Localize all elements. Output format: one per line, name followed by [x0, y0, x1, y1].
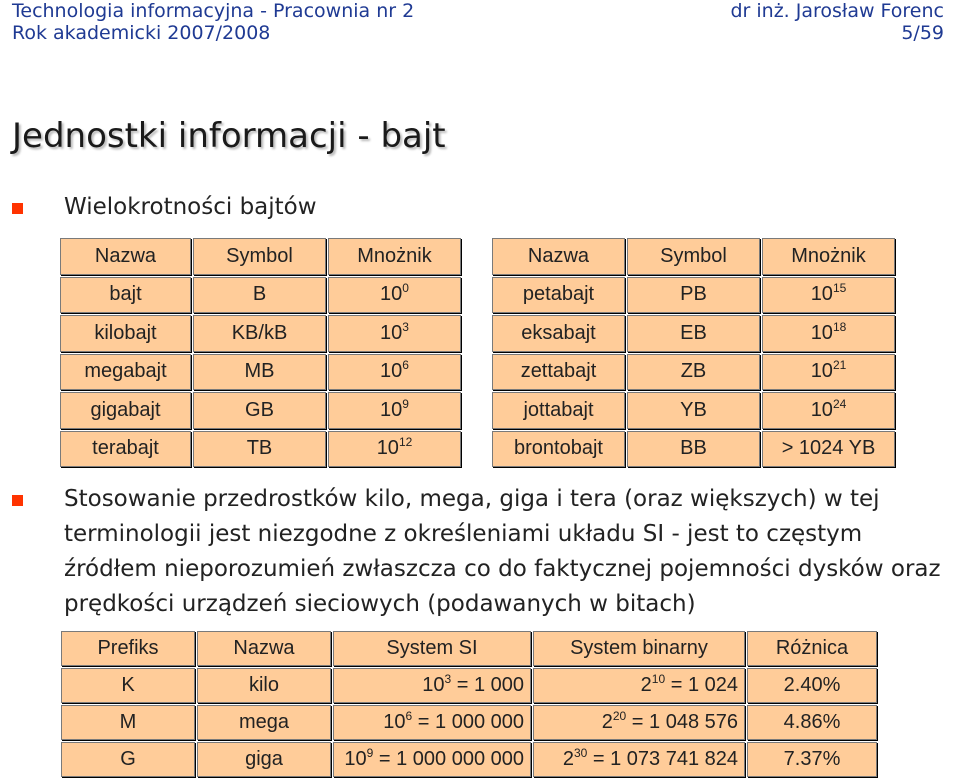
table-row: [61, 742, 877, 777]
unit-symbol: KB/kB: [193, 315, 326, 352]
header-cell: System binarny: [533, 631, 745, 666]
unit-name: gigabajt: [60, 392, 191, 429]
si-value: $10^9 = 1$ 000 000 000: [333, 742, 531, 777]
bullet-square-icon: [12, 203, 23, 214]
unit-multiplier: $10^0$: [328, 277, 461, 314]
table-header-row: [61, 631, 877, 666]
unit-multiplier: $10^{21}$: [762, 354, 895, 391]
slide-title: Jednostki informacji - bajt: [12, 116, 446, 156]
unit-name: terabajt: [60, 431, 191, 468]
unit-multiplier: $10^{15}$: [762, 277, 895, 314]
unit-symbol: GB: [193, 392, 326, 429]
table-row: [492, 431, 895, 468]
unit-symbol: PB: [627, 277, 760, 314]
unit-symbol: MB: [193, 354, 326, 391]
prefix-comparison-table: [59, 629, 879, 779]
table-row: [492, 392, 895, 429]
header-cell: Nazwa: [60, 238, 191, 275]
prefix-cell: K: [61, 668, 195, 703]
header-cell: Nazwa: [492, 238, 625, 275]
si-value: $10^6 = 1$ 000 000: [333, 705, 531, 740]
table-row: [60, 315, 461, 352]
unit-name: eksabajt: [492, 315, 625, 352]
unit-symbol: BB: [627, 431, 760, 468]
difference-value: 2.40%: [747, 668, 877, 703]
unit-symbol: ZB: [627, 354, 760, 391]
bullet-multiples: Wielokrotności bajtów: [64, 194, 317, 220]
header-cell: System SI: [333, 631, 531, 666]
header-cell: Prefiks: [61, 631, 195, 666]
unit-multiplier: > 1024 YB: [762, 431, 895, 468]
unit-name: petabajt: [492, 277, 625, 314]
table-row: [60, 392, 461, 429]
unit-multiplier: $10^9$: [328, 392, 461, 429]
table-row: [492, 354, 895, 391]
si-value: $10^3 = 1$ 000: [333, 668, 531, 703]
difference-value: 7.37%: [747, 742, 877, 777]
unit-symbol: EB: [627, 315, 760, 352]
unit-name: bajt: [60, 277, 191, 314]
unit-symbol: TB: [193, 431, 326, 468]
table-header-row: [492, 238, 895, 275]
prefix-name: mega: [197, 705, 331, 740]
prefix-name: giga: [197, 742, 331, 777]
unit-multiplier: $10^3$: [328, 315, 461, 352]
prefix-cell: G: [61, 742, 195, 777]
bullet-prefix-note: Stosowanie przedrostków kilo, mega, giga i tera (oraz większych) w tej terminologii jest niezgodne z określeniami układu SI - jest to częstym źródłem nieporozumień zwłaszcza co do faktycznej pojemności dysków oraz prędkości urządzeń sieciowych (podawanych w bitach): [64, 486, 941, 617]
byte-multiples-table-right: [490, 236, 897, 469]
table-row: [61, 668, 877, 703]
unit-name: zettabajt: [492, 354, 625, 391]
table-row: [492, 277, 895, 314]
header-cell: Mnożnik: [328, 238, 461, 275]
unit-multiplier: $10^{12}$: [328, 431, 461, 468]
binary-value: $2^{10} = 1$ 024: [533, 668, 745, 703]
header-cell: Mnożnik: [762, 238, 895, 275]
academic-year: Rok akademicki 2007/2008: [12, 22, 271, 44]
byte-multiples-table-left: [58, 236, 463, 469]
unit-name: megabajt: [60, 354, 191, 391]
unit-name: brontobajt: [492, 431, 625, 468]
table-header-row: [60, 238, 461, 275]
unit-symbol: B: [193, 277, 326, 314]
author-name: dr inż. Jarosław Forenc: [730, 0, 944, 22]
header-cell: Symbol: [627, 238, 760, 275]
unit-multiplier: $10^{18}$: [762, 315, 895, 352]
unit-name: jottabajt: [492, 392, 625, 429]
course-title: Technologia informacyjna - Pracownia nr 2: [12, 0, 415, 22]
unit-multiplier: $10^{24}$: [762, 392, 895, 429]
difference-value: 4.86%: [747, 705, 877, 740]
unit-name: kilobajt: [60, 315, 191, 352]
table-row: [492, 315, 895, 352]
prefix-cell: M: [61, 705, 195, 740]
unit-multiplier: $10^6$: [328, 354, 461, 391]
binary-value: $2^{20} = 1$ 048 576: [533, 705, 745, 740]
binary-value: $2^{30} = 1$ 073 741 824: [533, 742, 745, 777]
unit-symbol: YB: [627, 392, 760, 429]
table-row: [60, 431, 461, 468]
table-row: [61, 705, 877, 740]
table-row: [60, 277, 461, 314]
prefix-name: kilo: [197, 668, 331, 703]
table-row: [60, 354, 461, 391]
header-cell: Symbol: [193, 238, 326, 275]
bullet-square-icon: [12, 495, 23, 506]
header-cell: Różnica: [747, 631, 877, 666]
header-cell: Nazwa: [197, 631, 331, 666]
page-number: 5/59: [901, 22, 944, 44]
